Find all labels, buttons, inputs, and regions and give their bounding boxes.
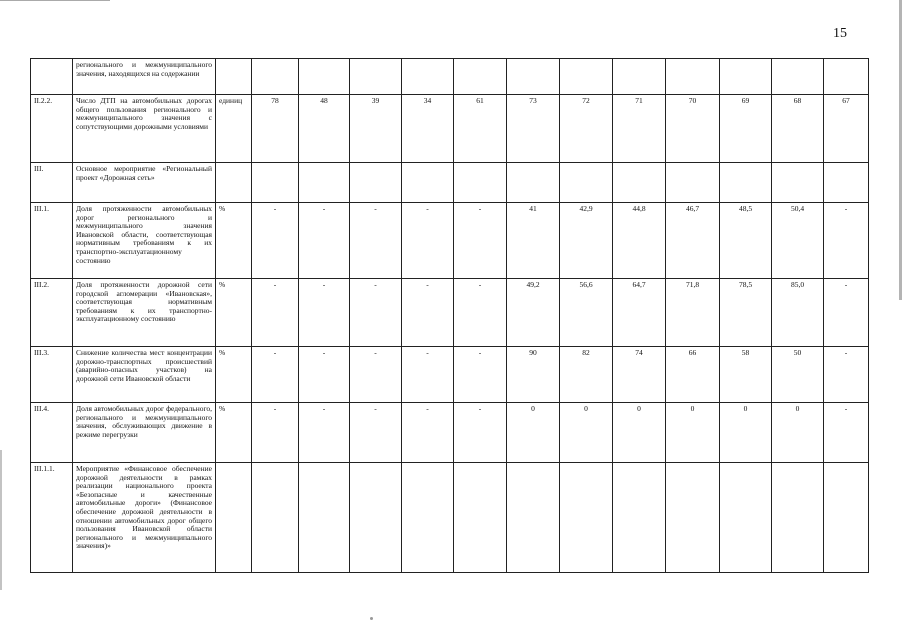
value-cell: 50,4 <box>772 203 824 279</box>
value-cell: 0 <box>772 403 824 463</box>
value-cell <box>560 59 613 95</box>
value-cell: - <box>402 279 454 347</box>
table-row <box>31 59 869 95</box>
value-cell: - <box>402 203 454 279</box>
row-code: III.3. <box>31 347 73 403</box>
value-cell <box>252 163 299 203</box>
value-cell: - <box>454 403 507 463</box>
value-cell <box>560 463 613 573</box>
value-cell: 42,9 <box>560 203 613 279</box>
value-cell: 74 <box>613 347 666 403</box>
value-cell: 56,6 <box>560 279 613 347</box>
indicators-table <box>30 58 869 573</box>
value-cell <box>666 463 720 573</box>
unit-cell: единиц <box>216 95 252 163</box>
unit-cell: % <box>216 279 252 347</box>
value-cell <box>402 163 454 203</box>
value-cell: - <box>350 403 402 463</box>
value-cell: 41 <box>507 203 560 279</box>
value-cell <box>507 59 560 95</box>
value-cell <box>350 163 402 203</box>
indicator-name: Доля протяженности дорожной сети городской агломерации «Ивановская», соответствующая нормативным требованиям к их транспортно-эксплуатационному состоянию <box>73 279 216 347</box>
value-cell: - <box>454 279 507 347</box>
value-cell <box>454 59 507 95</box>
unit-cell: % <box>216 347 252 403</box>
indicator-name: Число ДТП на автомобильных дорогах общего пользования регионального и межмуниципального значения с сопутствующими дорожными условиями <box>73 95 216 163</box>
value-cell: 34 <box>402 95 454 163</box>
value-cell: - <box>824 403 869 463</box>
value-cell: 66 <box>666 347 720 403</box>
value-cell: 82 <box>560 347 613 403</box>
table-row <box>31 163 869 203</box>
value-cell <box>454 163 507 203</box>
value-cell <box>824 59 869 95</box>
page-number: 15 <box>833 26 847 41</box>
scan-edge-mark <box>0 450 5 590</box>
value-cell <box>772 59 824 95</box>
value-cell: - <box>299 403 350 463</box>
value-cell: 71,8 <box>666 279 720 347</box>
value-cell: 69 <box>720 95 772 163</box>
indicator-name: Основное мероприятие «Региональный проект «Дорожная сеть» <box>73 163 216 203</box>
value-cell: 58 <box>720 347 772 403</box>
value-cell <box>507 163 560 203</box>
value-cell <box>613 59 666 95</box>
value-cell: 49,2 <box>507 279 560 347</box>
value-cell: 78,5 <box>720 279 772 347</box>
value-cell: 68 <box>772 95 824 163</box>
value-cell: - <box>824 347 869 403</box>
value-cell: - <box>824 203 869 279</box>
value-cell: - <box>299 279 350 347</box>
value-cell <box>824 163 869 203</box>
value-cell <box>720 59 772 95</box>
value-cell: 67 <box>824 95 869 163</box>
value-cell: 71 <box>613 95 666 163</box>
value-cell <box>560 163 613 203</box>
value-cell: - <box>252 279 299 347</box>
value-cell: 73 <box>507 95 560 163</box>
indicator-name: Доля автомобильных дорог федерального, регионального и межмуниципального значения, обслуживающих движение в режиме перегрузки <box>73 403 216 463</box>
value-cell <box>613 163 666 203</box>
value-cell <box>772 163 824 203</box>
value-cell: 0 <box>666 403 720 463</box>
row-code: III.4. <box>31 403 73 463</box>
value-cell: - <box>252 403 299 463</box>
value-cell <box>350 463 402 573</box>
value-cell: 0 <box>613 403 666 463</box>
value-cell <box>299 163 350 203</box>
value-cell: 78 <box>252 95 299 163</box>
value-cell: - <box>350 279 402 347</box>
scan-edge-mark <box>899 0 905 300</box>
row-code: II.2.2. <box>31 95 73 163</box>
value-cell: - <box>299 347 350 403</box>
value-cell: 61 <box>454 95 507 163</box>
table-row <box>31 203 869 279</box>
value-cell: 50 <box>772 347 824 403</box>
unit-cell: % <box>216 203 252 279</box>
table-row <box>31 95 869 163</box>
table-row <box>31 463 869 573</box>
value-cell: - <box>454 347 507 403</box>
row-code: III.1. <box>31 203 73 279</box>
table-row <box>31 347 869 403</box>
scan-speck <box>370 617 373 620</box>
value-cell: - <box>252 203 299 279</box>
value-cell: 0 <box>720 403 772 463</box>
value-cell: 48 <box>299 95 350 163</box>
unit-cell <box>216 59 252 95</box>
value-cell <box>402 59 454 95</box>
value-cell <box>252 59 299 95</box>
unit-cell <box>216 463 252 573</box>
value-cell: 72 <box>560 95 613 163</box>
value-cell <box>666 163 720 203</box>
value-cell: - <box>350 347 402 403</box>
value-cell <box>454 463 507 573</box>
value-cell <box>252 463 299 573</box>
value-cell: - <box>402 403 454 463</box>
unit-cell <box>216 163 252 203</box>
value-cell <box>299 59 350 95</box>
value-cell: - <box>350 203 402 279</box>
value-cell <box>613 463 666 573</box>
table-row <box>31 279 869 347</box>
value-cell: - <box>252 347 299 403</box>
value-cell: 64,7 <box>613 279 666 347</box>
indicator-name: Доля протяженности автомобильных дорог регионального и межмуниципального значения Ивановской области, соответствующая нормативным требованиям к их транспортно-эксплуатационному состоянию <box>73 203 216 279</box>
value-cell: 90 <box>507 347 560 403</box>
indicator-name: Мероприятие «Финансовое обеспечение дорожной деятельности в рамках реализации национального проекта «Безопасные и качественные автомобильные дороги» (Финансовое обеспечение дорожной деятельности в отношении автомобильных дорог общего пользования Ивановской области регионального и межмуниципального значения)» <box>73 463 216 573</box>
value-cell: 46,7 <box>666 203 720 279</box>
table-row <box>31 403 869 463</box>
value-cell <box>666 59 720 95</box>
value-cell <box>402 463 454 573</box>
value-cell <box>720 163 772 203</box>
value-cell: 0 <box>507 403 560 463</box>
value-cell <box>772 463 824 573</box>
row-code: III. <box>31 163 73 203</box>
value-cell: - <box>454 203 507 279</box>
value-cell: 70 <box>666 95 720 163</box>
value-cell <box>824 463 869 573</box>
value-cell <box>507 463 560 573</box>
unit-cell: % <box>216 403 252 463</box>
row-code <box>31 59 73 95</box>
value-cell <box>350 59 402 95</box>
indicator-name: Снижение количества мест концентрации дорожно-транспортных происшествий (аварийно-опасных участков) на дорожной сети Ивановской области <box>73 347 216 403</box>
value-cell: - <box>299 203 350 279</box>
scan-edge-mark <box>0 0 110 5</box>
value-cell: - <box>402 347 454 403</box>
value-cell: 44,8 <box>613 203 666 279</box>
value-cell: - <box>824 279 869 347</box>
row-code: III.1.1. <box>31 463 73 573</box>
indicator-name: регионального и межмуниципального значения, находящихся на содержании <box>73 59 216 95</box>
value-cell <box>720 463 772 573</box>
value-cell: 85,0 <box>772 279 824 347</box>
value-cell: 48,5 <box>720 203 772 279</box>
row-code: III.2. <box>31 279 73 347</box>
value-cell: 39 <box>350 95 402 163</box>
value-cell: 0 <box>560 403 613 463</box>
value-cell <box>299 463 350 573</box>
